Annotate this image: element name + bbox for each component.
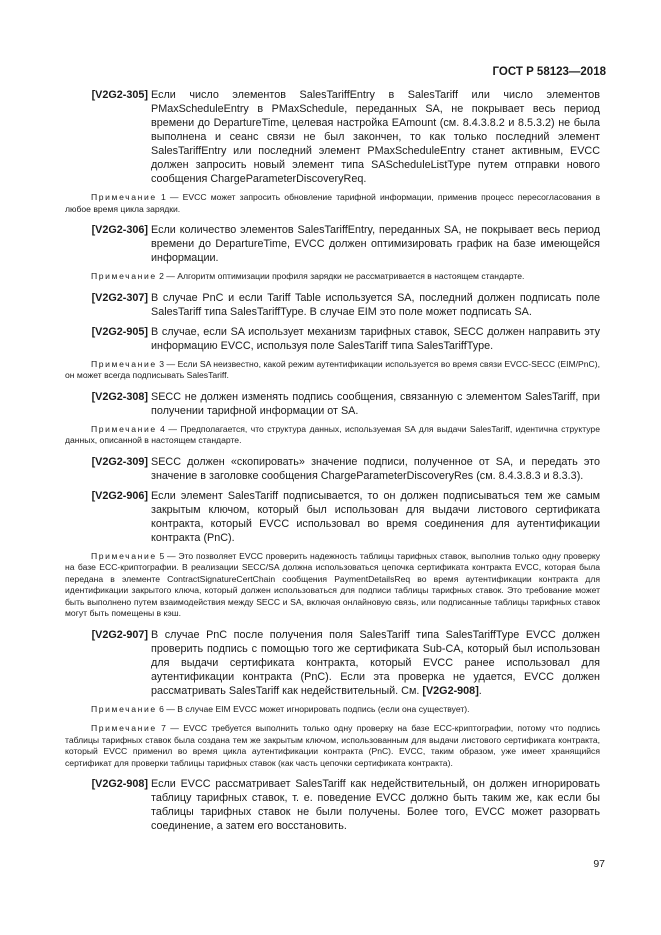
- note: [65, 271, 600, 283]
- requirement-code: [V2G2-305]: [91, 89, 148, 101]
- requirement: [65, 88, 600, 186]
- requirement: [65, 455, 600, 483]
- requirement-text: [151, 88, 600, 186]
- note-label: Примечание: [91, 723, 157, 733]
- requirement-text: [151, 325, 600, 353]
- note: [65, 723, 600, 769]
- note-text: 6 — В случае EIM EVCC может игнорировать подпись (если она существует).: [159, 703, 470, 714]
- requirement-body: SECC не должен изменять подпись сообщения, связанную с элементом SalesTariff, при получении тарифной информации от SA.: [151, 390, 600, 417]
- note-text: 7 — EVCC требуется выполнить только одну проверку на базе ECC-криптографии, потому что подпись таблицы тарифных ставок была создана тем же закрытым ключом, использованным для выдачи листового сертификата контракта, который EVCC применил во время цикла аутентификации контракта (PnC). EVCC, таким образом, уже имеет хранящийся сертификат для проверки таблицы тарифных ставок (как часть цепочки сертификата контракта).: [65, 723, 600, 768]
- requirement: [65, 390, 600, 418]
- requirement-text: [151, 455, 600, 483]
- requirement-body: Если число элементов SalesTariffEntry в SalesTariff или число элементов PMaxScheduleEntry в PMaxSchedule, переданных SA, не покрывает весь период времени до DepartureTime, целевая настройка EAmount (см. 8.4.3.8.2 и 8.5.3.2) не была выполнена и сеанс связи не был закончен, то как только последний элемент SalesTariffEntry или последний элемент PMaxScheduleEntry станет активным, EVCC должен запросить новый элемент типа SAScheduleListType путем отправки нового сообщения ChargeParameterDiscoveryReq.: [151, 89, 600, 185]
- note-text: 3 — Если SA неизвестно, какой режим аутентификации используется во время связи EVCC-SECC (EIM/PnC), он может всегда подписывать SalesTariff.: [65, 358, 601, 380]
- requirement-body: Если EVCC рассматривает SalesTariff как недействительный, он должен игнорировать таблицу тарифных ставок, т. е. поведение EVCC должно быть таким же, как если бы таблицы тарифных ставок не были получены. Более того, EVCC может разорвать соединение, а затем его восстановить.: [151, 778, 600, 832]
- requirement-code: [V2G2-307]: [91, 291, 148, 304]
- requirement-body: Если количество элементов SalesTariffEntry, переданных SA, не покрывает весь период времени до DepartureTime, EVCC должен оптимизировать график на базе имеющейся информации.: [151, 224, 600, 264]
- requirement-text: [151, 489, 600, 545]
- note: [65, 424, 600, 447]
- requirement-code: [V2G2-905]: [91, 325, 148, 338]
- requirement-text: [151, 291, 600, 319]
- note-text: 5 — Это позволяет EVCC проверить надежность таблицы тарифных ставок, выполнив только одну проверку на базе ECC-криптографии. В реализации SECC/SA должна использоваться цепочка сертификата контракта EVCC, которая была передана в элементе ContractSignatureCertChain сообщения PaymentDetailsReq во время аутентификации контракта для идентификации закрытого ключа, который должен использоваться для подписи таблицы тарифных ставок. Это требование может быть выполнено путем взаимодействия между SECC и SA, включая онлайновую связь, или подписанные таблицы тарифных ставок могут быть помещены в кэш.: [65, 550, 601, 618]
- note: [65, 551, 600, 620]
- requirement-code: [V2G2-306]: [91, 224, 148, 236]
- requirement-body: В случае PnC и если Tariff Table используется SA, последний должен подписать поле SalesTariff типа SalesTariffType. В случае EIM это поле может подписать SA.: [151, 291, 600, 318]
- note: [65, 704, 600, 716]
- requirement-code: [V2G2-309]: [91, 455, 148, 468]
- requirement-reference: [V2G2-908]: [422, 684, 479, 697]
- page-content: [65, 88, 600, 839]
- document-id: ГОСТ Р 58123—2018: [492, 66, 606, 78]
- requirement-body: SECC должен «скопировать» значение подписи, полученное от SA, и передать это значение в заголовке сообщения ChargeParameterDiscoveryRes (см. 8.4.3.8.3 и 8.3.3).: [151, 455, 600, 482]
- note-label: Примечание: [91, 358, 157, 369]
- requirement: [65, 325, 600, 353]
- requirement-text: [151, 223, 600, 265]
- requirement: [65, 291, 600, 319]
- requirement-body: В случае, если SA использует механизм тарифных ставок, SECC должен направить эту информацию EVCC, используя поле SalesTariff типа SalesTariffType.: [151, 325, 600, 352]
- requirement: [65, 223, 600, 265]
- requirement-text: [151, 628, 600, 698]
- note-label: Примечание: [91, 192, 157, 202]
- requirement-code: [V2G2-907]: [91, 628, 148, 641]
- requirement-tail: .: [478, 684, 482, 697]
- note-text: 2 — Алгоритм оптимизации профиля зарядки не рассматривается в настоящем стандарте.: [159, 271, 525, 281]
- requirement-text: [151, 390, 600, 418]
- requirement-body: В случае PnC после получения поля SalesTariff типа SalesTariffType EVCC должен проверить подпись с помощью того же сертификата Sub-CA, который был использован для выдачи сертификата контракта, который EVCC ранее использовал для аутентификации контракта (PnC). Если эта проверка не удается, EVCC должен рассматривать SalesTariff как недействительный. См.: [151, 628, 600, 697]
- requirement: [65, 777, 600, 833]
- page-number: 97: [593, 858, 605, 870]
- requirement-body: Если элемент SalesTariff подписывается, то он должен подписываться тем же самым закрытым ключом, который был использован для выдачи листового сертификата контракта, который EVCC использовал во время соединения для аутентификации контракта (PnC).: [151, 489, 600, 544]
- note-text: 4 — Предполагается, что структура данных, используемая SA для выдачи SalesTariff, идентична структуре данных, описанной в настоящем стандарте.: [65, 423, 600, 445]
- requirement-code: [V2G2-908]: [91, 778, 148, 790]
- note-label: Примечание: [91, 423, 157, 434]
- note-text: 1 — EVCC может запросить обновление тарифной информации, применив процесс пересогласования в любое время цикла зарядки.: [65, 192, 601, 214]
- requirement-code: [V2G2-906]: [91, 489, 148, 502]
- requirement-text: [151, 777, 600, 833]
- note-label: Примечание: [91, 271, 157, 281]
- note: [65, 192, 600, 215]
- requirement: [65, 489, 600, 545]
- requirement: [65, 628, 600, 698]
- note-label: Примечание: [91, 550, 157, 561]
- note: [65, 359, 600, 382]
- requirement-code: [V2G2-308]: [91, 390, 148, 403]
- note-label: Примечание: [91, 703, 157, 714]
